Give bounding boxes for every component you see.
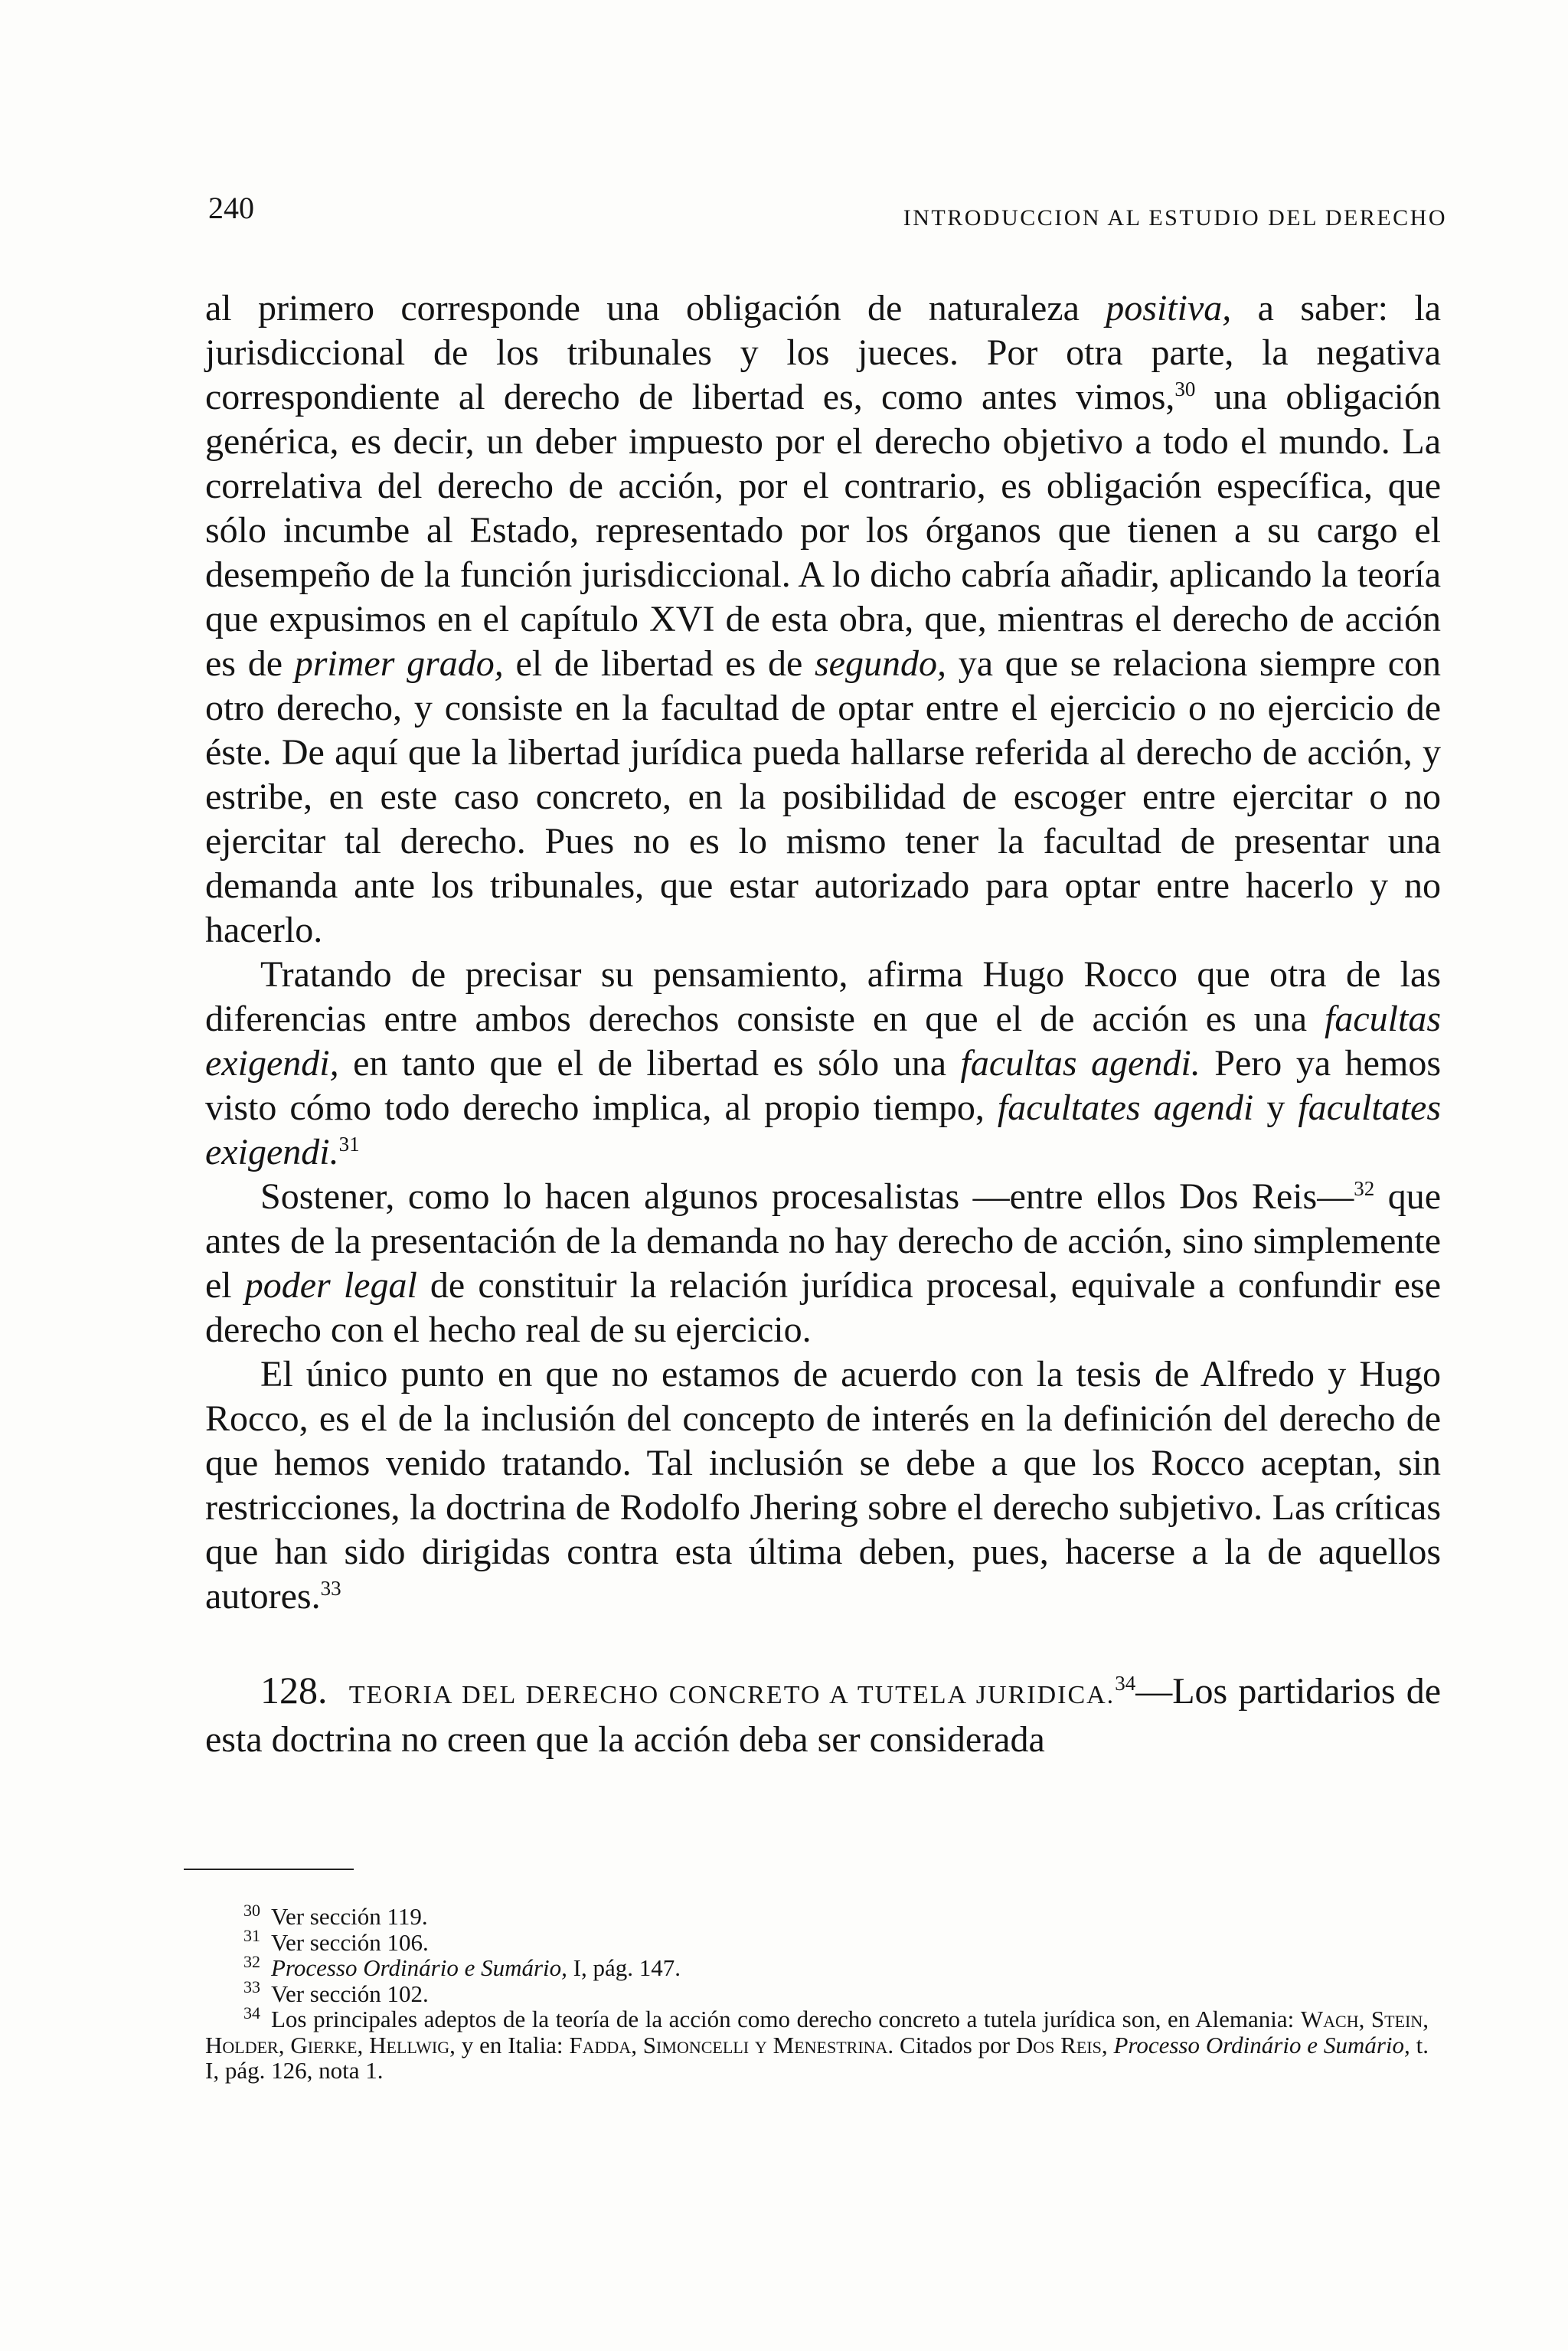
- text-run: Sostener, como lo hacen algunos procesalistas —entre ellos Dos Reis—: [260, 1176, 1354, 1217]
- italic-run: poder legal: [244, 1265, 417, 1306]
- paragraph: [205, 1175, 1441, 1352]
- footnote-number: 31: [243, 1926, 260, 1946]
- page-number: 240: [208, 191, 254, 225]
- footnote-text: Citados por: [893, 2031, 1016, 2058]
- author-names: Wach, Stein, Holder, Gierke, Hellwig,: [205, 2006, 1429, 2058]
- footnote: [205, 1900, 1429, 1930]
- footnote: [205, 1926, 1429, 1956]
- text-run: ya que se relaciona siempre con otro derecho, y consiste en la facultad de optar entre el ejercicio o no ejercicio de éste. De aquí que la libertad jurídica pueda hallarse referida al derecho de acción, y estribe, en este caso concreto, en la posibilidad de escoger entre ejercitar o no ejercitar tal derecho. Pues no es lo mismo tener la facultad de presentar una demanda ante los tribunales, que estar autorizado para optar entre hacerlo y no hacerlo.: [205, 643, 1442, 950]
- text-run: a saber: la jurisdiccional de los tribunales y los jueces. Por otra parte, la negativa correspondiente al derecho de libertad es, como antes vimos,: [205, 288, 1441, 417]
- text-run: y: [1253, 1087, 1298, 1128]
- author-names: Dos Reis,: [1015, 2031, 1108, 2058]
- section-title: TEORIA DEL DERECHO CONCRETO A TUTELA JURIDICA.: [348, 1681, 1116, 1709]
- text-run: el de libertad es de: [503, 643, 815, 684]
- footnote: [205, 1977, 1429, 2007]
- italic-run: facultas exigendi,: [205, 999, 1441, 1084]
- section-heading: [205, 1668, 1441, 1762]
- footnote-ref: 31: [338, 1133, 360, 1156]
- footnote-ref: 33: [320, 1577, 341, 1600]
- footnote-text: Ver sección 119.: [271, 1903, 428, 1930]
- italic-run: Processo Ordinário e Sumário,: [271, 1954, 567, 1981]
- italic-run: facultates agendi: [997, 1087, 1254, 1128]
- italic-run: positiva,: [1106, 288, 1232, 329]
- footnote-number: 30: [243, 1900, 260, 1920]
- footnote-ref: 30: [1174, 378, 1196, 401]
- text-run: en tanto que el de libertad es sólo una: [338, 1043, 961, 1084]
- footnotes: [205, 1900, 1429, 2084]
- paragraph: [205, 953, 1441, 1175]
- paragraph: [205, 1352, 1441, 1619]
- footnote-number: 33: [243, 1977, 260, 1997]
- italic-run: segundo,: [814, 643, 946, 684]
- italic-run: Processo Ordinário e Sumário,: [1113, 2031, 1410, 2058]
- text-run: Pero ya hemos visto cómo todo derecho implica, al propio tiempo,: [205, 1043, 1441, 1128]
- italic-run: facultates exigendi.: [205, 1087, 1442, 1172]
- footnote-text: t. I, pág. 126, nota 1.: [205, 2031, 1429, 2084]
- footnote-text: I, pág. 147.: [567, 1954, 681, 1981]
- footnote-text: Ver sección 106.: [271, 1928, 429, 1956]
- author-names: Fadda, Simoncelli y Menestrina.: [569, 2031, 894, 2058]
- footnote-number: 32: [243, 1951, 260, 1971]
- text-run: una obligación genérica, es decir, un deber impuesto por el derecho objetivo a todo el mundo. La correlativa del derecho de acción, por el contrario, es obligación específica, que sólo incumbe al Estado, representado por los órganos que tienen a su cargo el desempeño de la función jurisdiccional. A lo dicho cabría añadir, aplicando la teoría que expusimos en el capítulo XVI de esta obra, que, mientras el derecho de acción es de: [205, 377, 1441, 684]
- footnote-text: Ver sección 102.: [271, 1980, 429, 2007]
- footnote-text: [1108, 2032, 1114, 2058]
- text-run: que antes de la presentación de la demanda no hay derecho de acción, sino simplemente el: [205, 1176, 1441, 1306]
- section-number: 128.: [260, 1669, 328, 1712]
- running-head: INTRODUCCION AL ESTUDIO DEL DERECHO: [903, 205, 1447, 231]
- footnote: [205, 1951, 1429, 1981]
- text-run: al primero corresponde una obligación de naturaleza: [205, 288, 1106, 329]
- text-run: —Los partidarios de esta doctrina no creen que la acción deba ser considerada: [205, 1671, 1442, 1760]
- paragraph: [205, 286, 1441, 953]
- footnote-number: 34: [243, 2003, 260, 2022]
- text-run: de constituir la relación jurídica procesal, equivale a confundir ese derecho con el hecho real de su ejercicio.: [205, 1265, 1442, 1350]
- italic-run: facultas agendi.: [960, 1043, 1200, 1084]
- footnote: [205, 2003, 1429, 2084]
- text-run: Tratando de precisar su pensamiento, afirma Hugo Rocco que otra de las diferencias entre ambos derechos consiste en que el de acción es una: [205, 954, 1441, 1039]
- footnote-divider: [184, 1869, 354, 1870]
- body-text: [205, 286, 1441, 1762]
- text-run: El único punto en que no estamos de acuerdo con la tesis de Alfredo y Hugo Rocco, es el de la inclusión del concepto de interés en la definición del derecho de que hemos venido tratando. Tal inclusión se debe a que los Rocco aceptan, sin restricciones, la doctrina de Rodolfo Jhering sobre el derecho subjetivo. Las críticas que han sido dirigidas contra esta última deben, pues, hacerse a la de aquellos autores.: [205, 1354, 1441, 1617]
- footnote-text: Los principales adeptos de la teoría de la acción como derecho concreto a tutela jurídica son, en Alemania:: [271, 2006, 1301, 2032]
- italic-run: primer grado,: [294, 643, 504, 684]
- footnote-ref: 34: [1115, 1672, 1136, 1695]
- footnote-text: y en Italia:: [455, 2031, 570, 2058]
- footnote-ref: 32: [1354, 1177, 1375, 1200]
